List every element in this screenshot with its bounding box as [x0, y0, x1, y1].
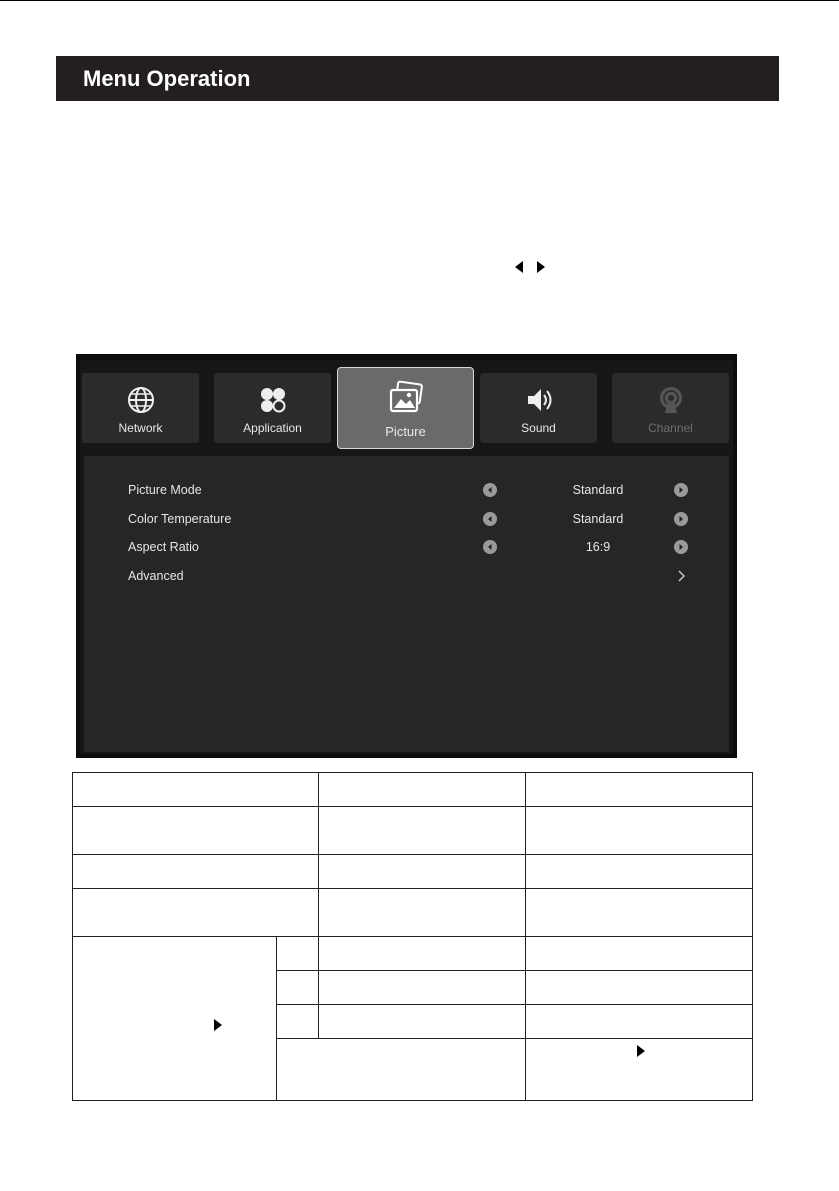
arrow-right-icon — [636, 1045, 646, 1057]
table-cell — [277, 937, 319, 971]
tab-label: Sound — [521, 421, 556, 435]
left-right-arrows-icon — [513, 259, 553, 275]
tab-network[interactable] — [82, 373, 199, 443]
table-cell — [277, 971, 319, 1005]
table-cell — [526, 807, 753, 855]
arrow-right-icon — [213, 1019, 223, 1031]
table-row — [73, 773, 753, 807]
table-cell — [319, 1005, 526, 1039]
table-cell — [526, 889, 753, 937]
table-cell — [73, 807, 319, 855]
apps-icon — [258, 385, 288, 415]
picture-icon — [388, 380, 424, 416]
table-row — [73, 937, 753, 971]
setting-label: Advanced — [128, 569, 184, 583]
chevron-right-icon — [676, 568, 688, 584]
tab-application[interactable] — [214, 373, 331, 443]
table-cell — [526, 855, 753, 889]
table-cell — [526, 971, 753, 1005]
menu-table — [72, 772, 753, 1101]
picture-settings-panel — [84, 456, 729, 752]
arrow-left-icon[interactable] — [483, 483, 497, 497]
arrow-left-icon[interactable] — [483, 540, 497, 554]
tab-label: Picture — [385, 424, 426, 439]
table-cell — [319, 889, 526, 937]
setting-value: 16:9 — [585, 540, 611, 554]
table-cell — [526, 937, 753, 971]
arrow-right-icon[interactable] — [674, 512, 688, 526]
table-cell — [319, 971, 526, 1005]
table-cell — [277, 1005, 319, 1039]
section-title: Menu Operation — [83, 66, 251, 91]
setting-label: Color Temperature — [128, 512, 232, 526]
table-cell — [319, 855, 526, 889]
tab-sound[interactable] — [480, 373, 597, 443]
setting-aspect-ratio[interactable] — [128, 537, 689, 557]
setting-picture-mode[interactable] — [128, 480, 689, 500]
setting-value: Standard — [572, 483, 624, 497]
tv-menu-frame — [80, 360, 733, 754]
section-header — [56, 56, 779, 101]
tab-channel[interactable] — [612, 373, 729, 443]
setting-label: Picture Mode — [128, 483, 202, 497]
table-cell — [277, 1039, 526, 1101]
setting-advanced[interactable] — [128, 566, 689, 586]
tab-label: Application — [243, 421, 302, 435]
table-row — [73, 889, 753, 937]
antenna-icon — [656, 385, 686, 415]
tab-label: Channel — [648, 421, 693, 435]
table-cell — [73, 773, 319, 807]
tab-label: Network — [118, 421, 163, 435]
table-cell — [526, 1039, 753, 1101]
arrow-right-icon[interactable] — [674, 483, 688, 497]
table-cell — [319, 807, 526, 855]
table-cell — [526, 1005, 753, 1039]
setting-color-temperature[interactable] — [128, 509, 689, 529]
globe-icon — [126, 385, 156, 415]
table-cell — [319, 773, 526, 807]
table-cell — [73, 937, 277, 1101]
table-row — [73, 855, 753, 889]
setting-value: Standard — [572, 512, 624, 526]
table-cell — [526, 773, 753, 807]
setting-label: Aspect Ratio — [128, 540, 199, 554]
arrow-left-icon[interactable] — [483, 512, 497, 526]
tv-menu-screenshot — [76, 354, 737, 758]
table-row — [73, 807, 753, 855]
table-cell — [73, 855, 319, 889]
top-rule — [0, 0, 839, 1]
tab-picture[interactable] — [337, 367, 474, 449]
arrow-right-icon[interactable] — [674, 540, 688, 554]
table-cell — [73, 889, 319, 937]
table-cell — [319, 937, 526, 971]
speaker-icon — [524, 385, 554, 415]
